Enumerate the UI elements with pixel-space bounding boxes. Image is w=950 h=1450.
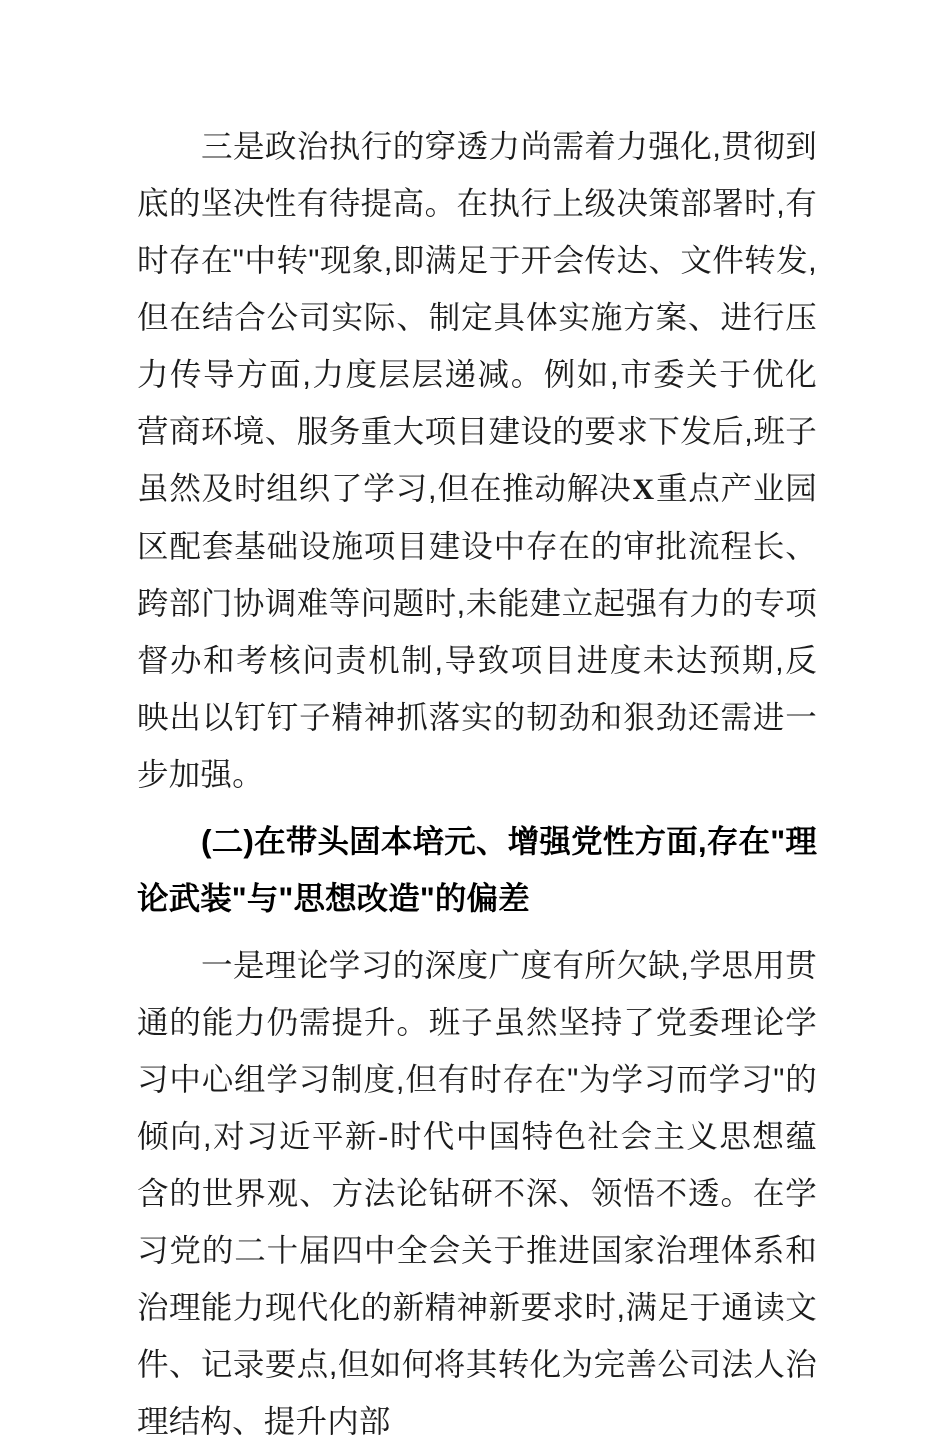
document-text-body xyxy=(137,118,817,1450)
placeholder-token-x: X xyxy=(632,473,655,506)
paragraph-text-continued: 重点产业园区配套基础设施项目建设中存在的审批流程长、跨部门协调难等问题时,未能建立起强有力的专项督办和考核问责机制,导致项目进度未达预期,反映出以钉钉子精神抓落实的韧劲和狠劲还需进一步加强。 xyxy=(137,470,817,792)
heading-section-two: (二)在带头固本培元、增强党性方面,存在"理论武装"与"思想改造"的偏差 xyxy=(137,823,817,916)
paragraph-political-execution xyxy=(137,118,817,803)
paragraph-theory-study: 一是理论学习的深度广度有所欠缺,学思用贯通的能力仍需提升。班子虽然坚持了党委理论学习中心组学习制度,但有时存在"为学习而学习"的倾向,对习近平新-时代中国特色社会主义思想蕴含的世界观、方法论钻研不深、领悟不透。在学习党的二十届四中全会关于推进国家治理体系和治理能力现代化的新精神新要求时,满足于通读文件、记录要点,但如何将其转化为完善公司法人治理结构、提升内部 xyxy=(137,947,817,1439)
paragraph-text: 三是政治执行的穿透力尚需着力强化,贯彻到底的坚决性有待提高。在执行上级决策部署时,有时存在"中转"现象,即满足于开会传达、文件转发,但在结合公司实际、制定具体实施方案、进行压力传导方面,力度层层递减。例如,市委关于优化营商环境、服务重大项目建设的要求下发后,班子虽然及时组织了学习,但在推动解决 xyxy=(137,128,817,506)
